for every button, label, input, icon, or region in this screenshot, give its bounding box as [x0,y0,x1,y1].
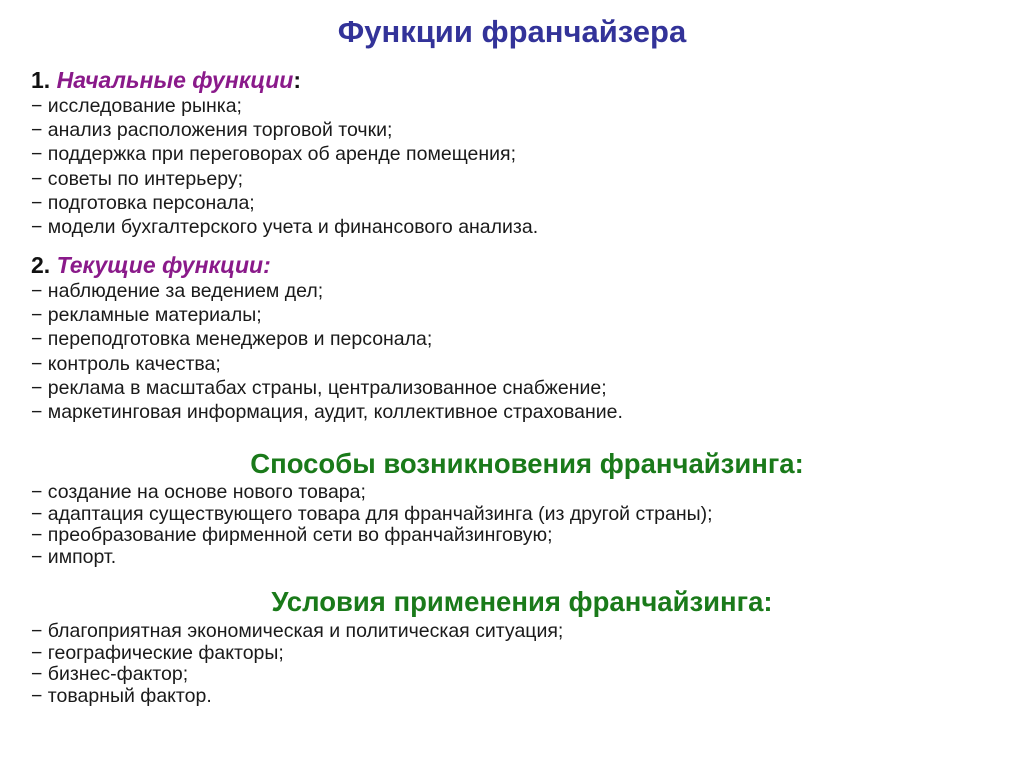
list-item: − исследование рынка; [31,95,242,117]
section-initial-functions [31,66,1011,239]
list-item: − товарный фактор. [31,684,212,707]
list-item: − наблюдение за ведением дел; [31,280,324,302]
list-item: − маркетинговая информация, аудит, коллективное страхование. [31,401,623,424]
list-item: − советы по интерьеру; [31,167,244,190]
list-item: − контроль качества; [31,352,221,375]
list-item: − импорт. [31,545,117,568]
conditions-list [31,621,1011,707]
slide-title: Функции франчайзера [337,14,687,49]
section-heading [31,251,1011,279]
list-item: − географические факторы; [31,641,284,664]
list-item: − анализ расположения торговой точки; [31,119,393,142]
section-heading [31,66,1011,94]
list-item: − рекламные материалы; [31,304,262,327]
list-item: − подготовка персонала; [31,191,255,214]
list-item: − реклама в масштабах страны, централизованное снабжение; [31,376,607,399]
list-item: − бизнес-фактор; [31,663,189,685]
conditions-heading: Условия применения франчайзинга: [271,586,773,617]
section-number: 2. [31,252,51,278]
origins-list [31,482,1011,568]
list-item: − благоприятная экономическая и политическая ситуация; [31,620,564,642]
list-item: − переподготовка менеджеров и персонала; [31,328,433,351]
section-label: Начальные функции [56,67,294,93]
section-number: 1. [31,67,51,93]
list-item: − модели бухгалтерского учета и финансового анализа. [31,216,539,239]
list-item: − преобразование фирменной сети во франчайзинговую; [31,524,553,546]
origins-heading: Способы возникновения франчайзинга: [250,448,804,479]
list-item: − адаптация существующего товара для франчайзинга (из другой страны); [31,502,713,525]
section-colon: : [293,67,302,93]
list-item: − создание на основе нового товара; [31,481,366,503]
section-current-functions [31,251,1011,424]
section-label: Текущие функции: [56,252,271,278]
list-item: − поддержка при переговорах об аренде помещения; [31,143,517,166]
